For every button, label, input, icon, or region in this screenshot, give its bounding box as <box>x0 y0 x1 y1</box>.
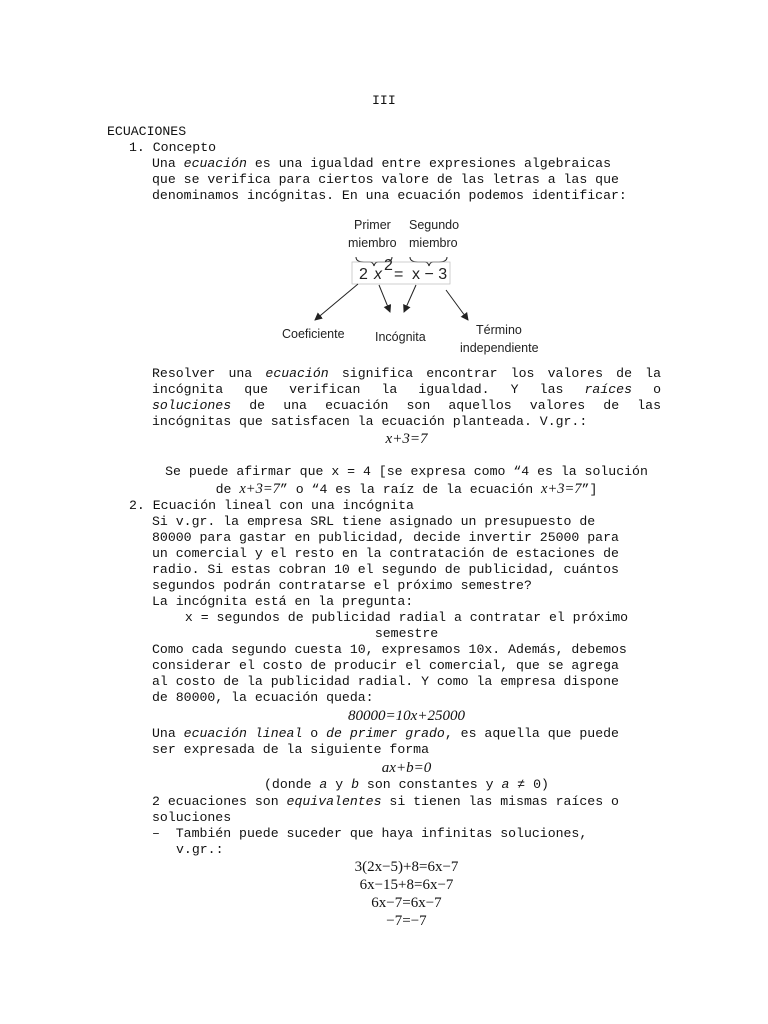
solution-note-line: Se puede afirmar que x = 4 [se expresa como “4 es la solución <box>165 464 648 479</box>
identity-step-4: −7=−7 <box>386 913 427 929</box>
cost-paragraph-line: de 80000, la ecuación queda: <box>152 690 374 705</box>
definition-line: Una ecuación lineal o de primer grado, es aquella que puede <box>152 726 619 741</box>
miembro-label-2: miembro <box>409 236 458 250</box>
concept-paragraph-line: que se verifica para ciertos valore de las letras a las que <box>152 172 619 187</box>
cost-paragraph-line: Como cada segundo cuesta 10, expresamos 10x. Además, debemos <box>152 642 627 657</box>
unknown-definition-line: x = segundos de publicidad radial a contratar el próximo <box>184 610 629 625</box>
second-member-expression: x − 3 <box>412 266 448 283</box>
second-member-brace <box>410 257 447 266</box>
cost-paragraph-line: al costo de la publicidad radial. Y como la empresa dispone <box>152 674 619 689</box>
equation-example-1: x+3=7 <box>385 431 428 447</box>
arrow-incognita-1 <box>379 285 390 312</box>
primer-label: Primer <box>354 218 391 232</box>
problem-paragraph-line: radio. Si estas cobran 10 el segundo de publicidad, cuántos <box>152 562 619 577</box>
infinite-solutions-line: – También puede suceder que haya infinitas soluciones, <box>152 826 588 841</box>
problem-paragraph-line: un comercial y el resto en la contratación de estaciones de <box>152 546 619 561</box>
definition-line: ser expresada de la siguiente forma <box>152 742 429 757</box>
problem-paragraph-line: segundos podrán contratarse el próximo semestre? <box>152 578 532 593</box>
concept-paragraph-line: Una ecuación es una igualdad entre expresiones algebraicas <box>152 156 612 171</box>
equivalence-line: soluciones <box>152 810 232 825</box>
equals-sign: = <box>394 266 404 283</box>
incognita-label: Incógnita <box>375 330 426 344</box>
section-1-title: 1. Concepto <box>129 140 217 155</box>
page-number: III <box>372 93 396 108</box>
coeficiente-label: Coeficiente <box>282 327 345 341</box>
section-heading: ECUACIONES <box>107 124 187 139</box>
arrow-incognita-2 <box>404 285 416 312</box>
unknown-intro: La incógnita está en la pregunta: <box>152 594 414 609</box>
cost-paragraph-line: considerar el costo de producir el comercial, que se agrega <box>152 658 619 673</box>
identity-step-2: 6x−15+8=6x−7 <box>359 877 454 893</box>
resolve-paragraph-line: incógnita que verifican la igualdad. Y las raíces o <box>152 382 662 397</box>
section-2-title: 2. Ecuación lineal con una incógnita <box>129 498 414 513</box>
equation-parts-figure <box>276 212 546 360</box>
resolve-paragraph-line: soluciones de una ecuación son aquellos valores de las <box>152 398 661 413</box>
problem-paragraph-line: Si v.gr. la empresa SRL tiene asignado un presupuesto de <box>152 514 596 529</box>
segundo-label: Segundo <box>409 218 460 232</box>
identity-step-3: 6x−7=6x−7 <box>371 895 442 911</box>
general-form-equation: ax+b=0 <box>381 760 432 776</box>
miembro-label-1: miembro <box>348 236 397 250</box>
arrow-coeficiente <box>315 284 358 320</box>
independiente-label: independiente <box>460 341 539 355</box>
unknown-definition-line: semestre <box>374 626 439 641</box>
arrow-termino <box>446 290 468 320</box>
solution-note-line: de x+3=7” o “4 es la raíz de la ecuación x+3=7”] <box>215 481 598 497</box>
concept-paragraph-line: denominamos incógnitas. En una ecuación podemos identificar: <box>152 188 627 203</box>
resolve-paragraph-line: incógnitas que satisfacen la ecuación planteada. V.gr.: <box>152 414 588 429</box>
resolve-paragraph-line: Resolver una ecuación significa encontrar los valores de la <box>152 366 661 381</box>
identity-step-1: 3(2x−5)+8=6x−7 <box>354 859 459 875</box>
equation-example-2: 80000=10x+25000 <box>348 708 465 724</box>
termino-label: Término <box>476 323 522 337</box>
constants-note: (donde a y b son constantes y a ≠ 0) <box>264 777 549 792</box>
infinite-solutions-line: v.gr.: <box>176 842 224 857</box>
problem-paragraph-line: 80000 para gastar en publicidad, decide invertir 25000 para <box>152 530 619 545</box>
equivalence-line: 2 ecuaciones son equivalentes si tienen las mismas raíces o <box>152 794 619 809</box>
coefficient-digit: 2 <box>359 266 368 283</box>
exponent: 2 <box>384 257 393 274</box>
unknown-variable: x <box>374 266 382 283</box>
